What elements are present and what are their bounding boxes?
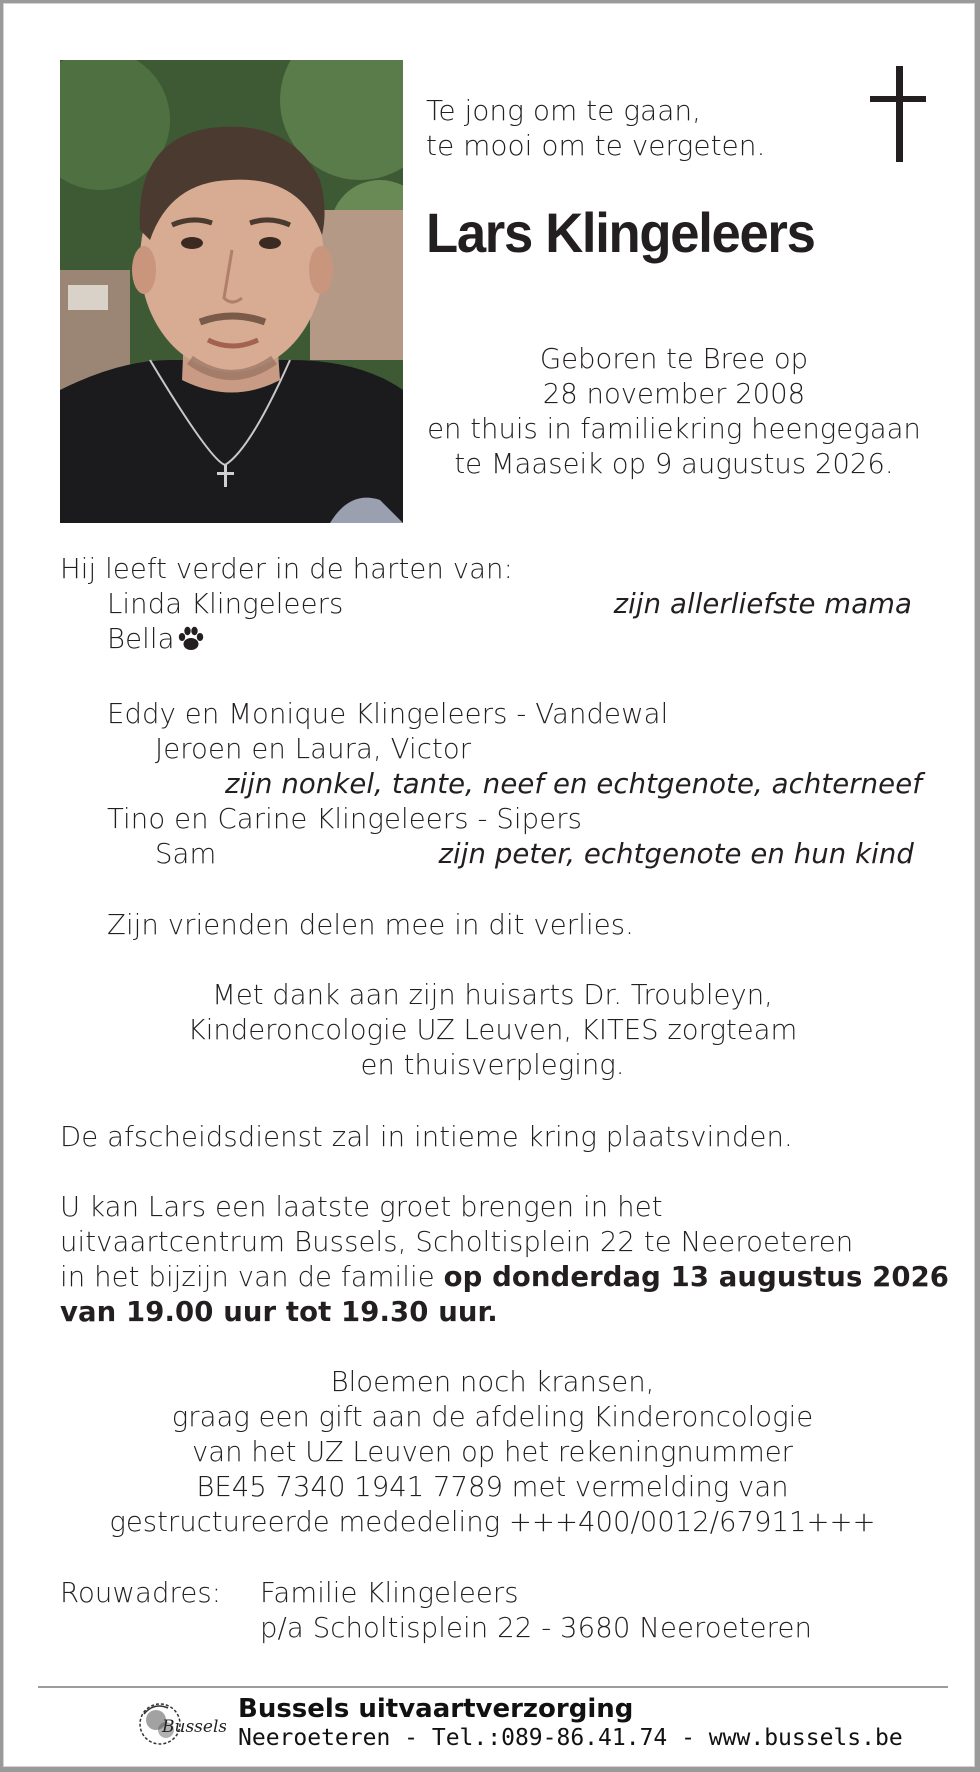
- pet-name: Bella: [107, 623, 175, 655]
- uncle2-name: Tino en Carine Klingeleers - Sipers: [107, 803, 583, 835]
- birth-line: 28 november 2008: [542, 378, 806, 410]
- thanks-line: en thuisverpleging.: [360, 1049, 625, 1081]
- address-label: Rouwadres:: [60, 1577, 222, 1609]
- visit-line: uitvaartcentrum Bussels, Scholtisplein 22 te Neeroeteren: [60, 1226, 854, 1258]
- visit-line: U kan Lars een laatste groet brengen in het: [60, 1191, 663, 1223]
- address-line: Familie Klingeleers: [260, 1577, 519, 1609]
- family-intro: Hij leeft verder in de harten van:: [60, 553, 513, 585]
- birth-line: Geboren te Bree op: [539, 343, 809, 375]
- flowers-block: [60, 1365, 925, 1540]
- uncle1-children: Jeroen en Laura, Victor: [155, 733, 472, 765]
- company-name: Bussels uitvaartverzorging: [238, 1694, 634, 1724]
- uncle2-role: zijn peter, echtgenote en hun kind: [438, 838, 914, 870]
- footer-divider: [38, 1686, 948, 1688]
- flowers-line: gestructureerde mededeling +++400/0012/67911+++: [109, 1506, 876, 1538]
- birth-line: te Maaseik op 9 augustus 2026.: [454, 448, 894, 480]
- portrait-photo: [60, 60, 403, 523]
- service-line: De afscheidsdienst zal in intieme kring plaatsvinden.: [60, 1121, 793, 1153]
- visit-line: [60, 1260, 949, 1295]
- visit-time: van 19.00 uur tot 19.30 uur.: [60, 1296, 498, 1328]
- visit-date: op donderdag 13 augustus 2026: [443, 1261, 950, 1293]
- motto-line: te mooi om te vergeten.: [426, 129, 766, 162]
- mother-role: zijn allerliefste mama: [613, 588, 912, 620]
- mother-name: Linda Klingeleers: [107, 588, 344, 620]
- visit-text: in het bijzijn van de familie: [60, 1261, 444, 1293]
- thanks-line: Met dank aan zijn huisarts Dr. Troubleyn,: [212, 979, 773, 1011]
- thanks-block: [60, 978, 925, 1083]
- pet-line: [107, 622, 205, 661]
- flowers-line: BE45 7340 1941 7789 met vermelding van: [196, 1471, 789, 1503]
- flowers-line: van het UZ Leuven op het rekeningnummer: [192, 1436, 793, 1468]
- thanks-line: Kinderoncologie UZ Leuven, KITES zorgteam: [187, 1014, 798, 1046]
- company-contact: Neeroeteren - Tel.:089-86.41.74 - www.bussels.be: [238, 1725, 903, 1751]
- bussels-logo: [134, 1694, 226, 1752]
- uncle1-name: Eddy en Monique Klingeleers - Vandewal: [107, 698, 669, 730]
- birth-line: en thuis in familiekring heengegaan: [427, 413, 921, 445]
- obituary-card: [3, 3, 975, 1767]
- logo-text: Bussels: [162, 1717, 226, 1737]
- deceased-name: Lars Klingeleers: [426, 201, 815, 264]
- birth-death-info: [424, 342, 924, 482]
- uncle2-children: Sam: [155, 838, 217, 870]
- flowers-line: Bloemen noch kransen,: [330, 1366, 655, 1398]
- friends-line: Zijn vrienden delen mee in dit verlies.: [107, 909, 634, 941]
- paw-print-icon: [177, 626, 205, 661]
- motto-line: Te jong om te gaan,: [426, 94, 702, 127]
- motto: [426, 93, 765, 163]
- uncle1-role: zijn nonkel, tante, neef en echtgenote, achterneef: [225, 768, 922, 800]
- flowers-line: graag een gift aan de afdeling Kinderoncologie: [171, 1401, 814, 1433]
- address-line: p/a Scholtisplein 22 - 3680 Neeroeteren: [260, 1612, 812, 1644]
